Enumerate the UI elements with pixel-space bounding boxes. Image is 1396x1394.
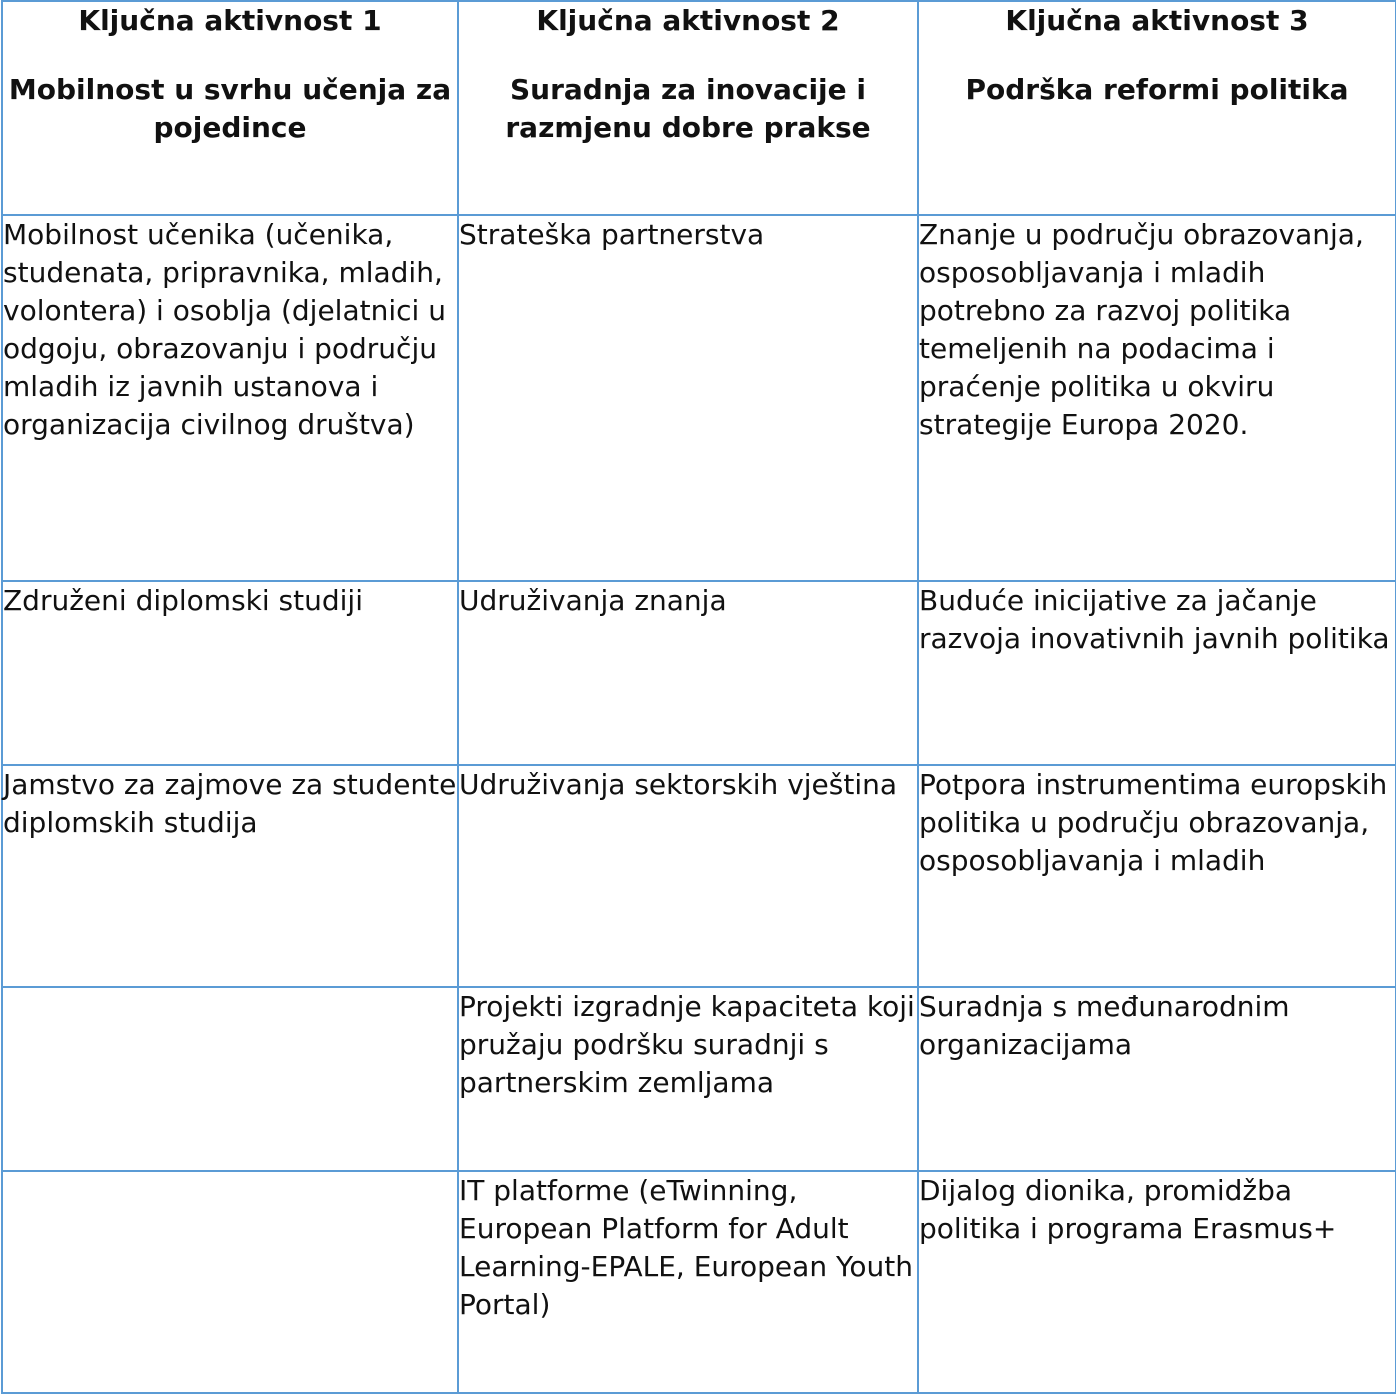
table-cell (458, 1171, 918, 1393)
header-row (2, 1, 1396, 215)
table-cell (458, 215, 918, 581)
cell-text: Potpora instrumentima europskih politika u području obrazovanja, osposobljavanja i mladih (919, 768, 1388, 877)
cell-text: Suradnja s međunarodnim organizacijama (919, 990, 1290, 1061)
cell-text: Mobilnost učenika (učenika, studenata, pripravnika, mladih, volontera) i osoblja (djelatnici u odgoju, obrazovanju i području mladih iz javnih ustanova i organizacija civilnog društva) (3, 218, 446, 441)
cell-text: Strateška partnerstva (459, 218, 765, 251)
table-cell (918, 581, 1396, 765)
table-cell (918, 987, 1396, 1171)
cell-text: Dijalog dionika, promidžba politika i programa Erasmus+ (919, 1174, 1337, 1245)
header-subtitle: Mobilnost u svrhu učenja za pojedince (8, 73, 452, 144)
table-cell (458, 987, 918, 1171)
header-title: Ključna aktivnost 1 (78, 4, 382, 37)
cell-text: Jamstvo za zajmove za studente diplomskih studija (3, 768, 457, 839)
header-title: Ključna aktivnost 2 (536, 4, 840, 37)
cell-text: IT platforme (eTwinning, European Platform for Adult Learning-EPALE, European Youth Portal) (459, 1174, 913, 1321)
table-cell (918, 1171, 1396, 1393)
table-cell (2, 987, 458, 1171)
cell-text: Buduće inicijative za jačanje razvoja inovativnih javnih politika (919, 584, 1390, 655)
cell-text: Udruživanja znanja (459, 584, 727, 617)
table-row (2, 765, 1396, 987)
table-cell (918, 765, 1396, 987)
table-cell (2, 1171, 458, 1393)
table-cell (458, 765, 918, 987)
table-cell (458, 581, 918, 765)
key-actions-table (1, 0, 1396, 1394)
header-key-action-3 (918, 1, 1396, 215)
table-row (2, 987, 1396, 1171)
table-cell (918, 215, 1396, 581)
cell-text: Udruživanja sektorskih vještina (459, 768, 898, 801)
table-cell (2, 215, 458, 581)
table-row (2, 581, 1396, 765)
header-key-action-2 (458, 1, 918, 215)
header-title: Ključna aktivnost 3 (1005, 4, 1309, 37)
table-row (2, 215, 1396, 581)
table-row (2, 1171, 1396, 1393)
header-subtitle: Podrška reformi politika (965, 73, 1349, 106)
header-key-action-1 (2, 1, 458, 215)
table-cell (2, 765, 458, 987)
table-cell (2, 581, 458, 765)
cell-text: Projekti izgradnje kapaciteta koji pružaju podršku suradnji s partnerskim zemljama (459, 990, 915, 1099)
header-subtitle: Suradnja za inovacije i razmjenu dobre prakse (505, 73, 871, 144)
cell-text: Znanje u području obrazovanja, osposobljavanja i mladih potrebno za razvoj politika temeljenih na podacima i praćenje politika u okviru strategije Europa 2020. (919, 218, 1364, 441)
cell-text: Združeni diplomski studiji (3, 584, 363, 617)
